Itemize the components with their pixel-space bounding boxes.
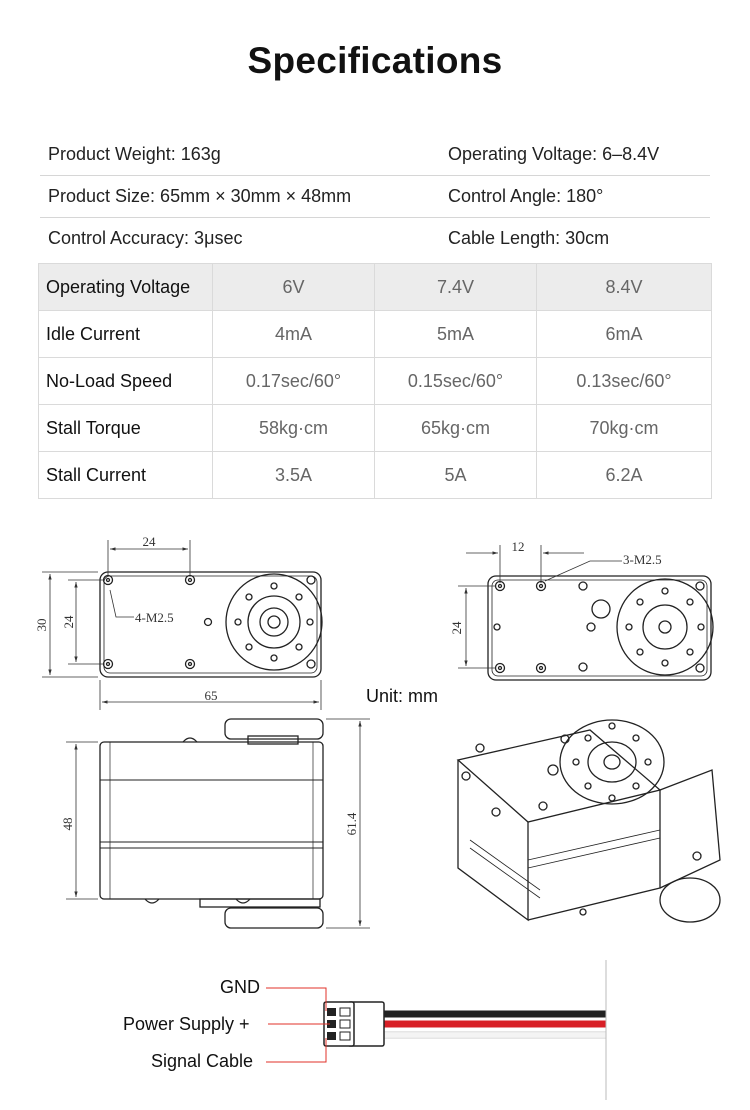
row-label: No-Load Speed <box>39 358 213 405</box>
row-label: Idle Current <box>39 311 213 358</box>
page-title: Specifications <box>247 40 503 81</box>
side-view-drawing <box>100 719 323 928</box>
table-cell: 5A <box>375 452 537 499</box>
dim-top-hole-span: 24 <box>142 534 156 549</box>
spec-angle: Control Angle: 180° <box>448 186 604 206</box>
table-cell: 6.2A <box>537 452 712 499</box>
bottom-view-drawing <box>488 576 713 680</box>
dim-bottom-hole-height: 24 <box>449 621 464 635</box>
table-cell: 3.5A <box>213 452 375 499</box>
table-header-label: Operating Voltage <box>39 264 213 311</box>
wire-label-signal: Signal Cable <box>151 1051 254 1071</box>
dim-top-hole-height: 24 <box>61 615 76 629</box>
wire-label-power: Power Supply + <box>123 1014 250 1034</box>
dim-total-height: 61.4 <box>344 812 359 836</box>
dim-height: 30 <box>34 618 49 632</box>
table-header-cell: 7.4V <box>375 264 537 311</box>
dim-bottom-holes: 3-M2.5 <box>623 552 662 567</box>
dim-top-holes: 4-M2.5 <box>135 610 174 625</box>
spec-weight: Product Weight: 163g <box>48 144 221 164</box>
servo-connector-drawing <box>266 960 606 1100</box>
table-cell: 0.17sec/60° <box>213 358 375 405</box>
row-label: Stall Current <box>39 452 213 499</box>
table-cell: 6mA <box>537 311 712 358</box>
table-header-cell: 8.4V <box>537 264 712 311</box>
spec-voltage: Operating Voltage: 6–8.4V <box>448 144 660 164</box>
dim-side-height: 48 <box>60 817 75 831</box>
row-label: Stall Torque <box>39 405 213 452</box>
top-view-drawing <box>100 572 322 677</box>
table-cell: 0.13sec/60° <box>537 358 712 405</box>
dim-bottom-hole-span: 12 <box>511 539 525 554</box>
table-cell: 65kg·cm <box>375 405 537 452</box>
dim-width: 65 <box>204 688 218 703</box>
spec-cable-length: Cable Length: 30cm <box>448 228 610 248</box>
unit-label: Unit: mm <box>366 686 438 706</box>
table-cell: 0.15sec/60° <box>375 358 537 405</box>
table-cell: 70kg·cm <box>537 405 712 452</box>
table-cell: 4mA <box>213 311 375 358</box>
wire-label-gnd: GND <box>220 977 260 997</box>
spec-accuracy: Control Accuracy: 3μsec <box>48 228 243 248</box>
spec-size: Product Size: 65mm × 30mm × 48mm <box>48 186 352 206</box>
isometric-view-drawing <box>458 720 720 922</box>
table-header-cell: 6V <box>213 264 375 311</box>
table-cell: 5mA <box>375 311 537 358</box>
table-cell: 58kg·cm <box>213 405 375 452</box>
